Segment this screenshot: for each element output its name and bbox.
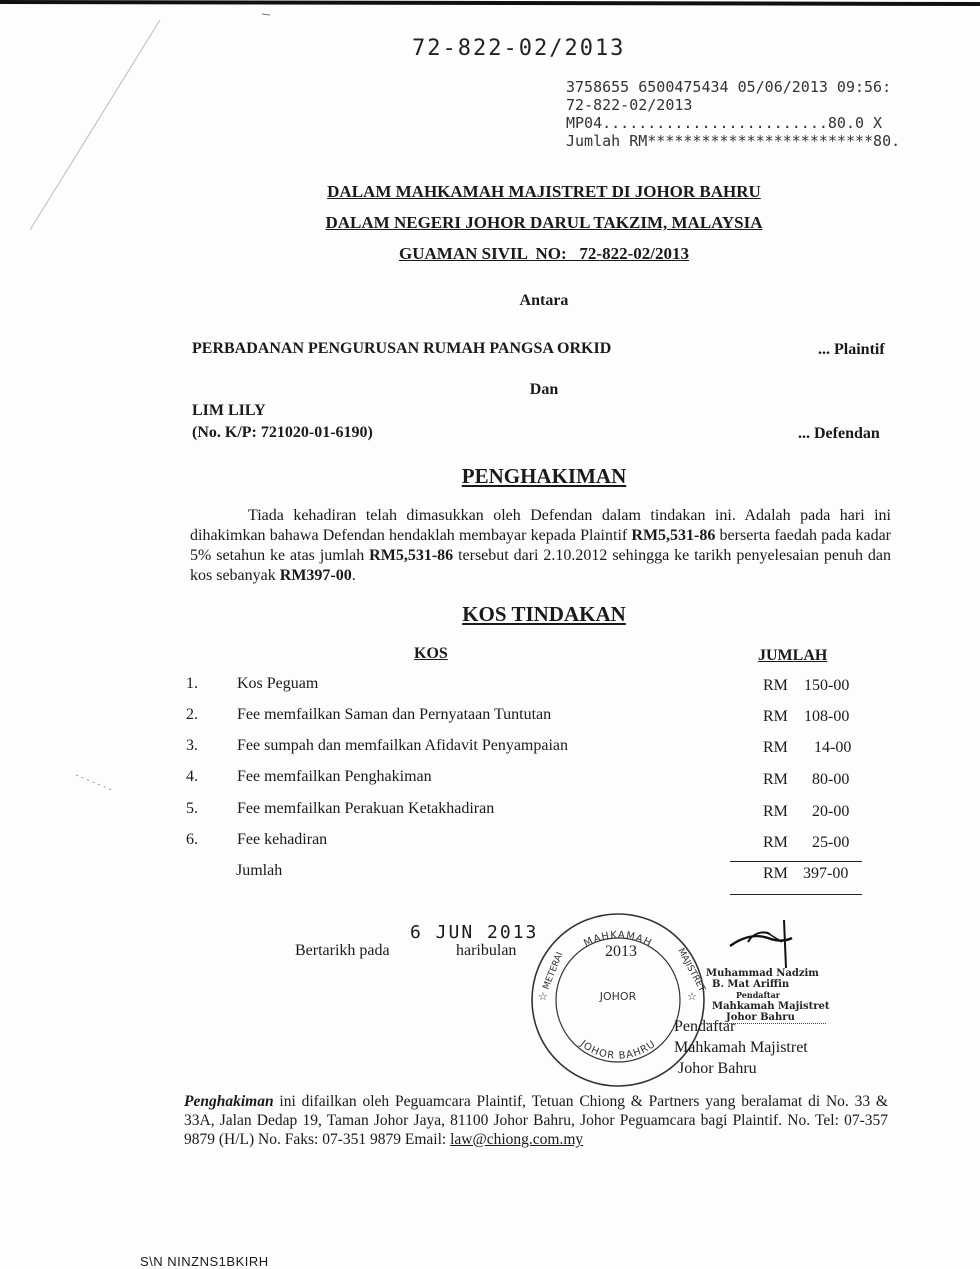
seal-left-text: METERAI <box>541 950 566 992</box>
antara-label: Antara <box>519 292 569 309</box>
cost-item-amount: 108-00 <box>804 708 850 725</box>
cost-item-amount: 80-00 <box>812 771 850 788</box>
defendant-name: LIM LILY <box>192 402 266 419</box>
bertarikh-label: Bertarikh pada <box>295 942 390 959</box>
cost-row <box>186 768 866 798</box>
stamp-line: B. Mat Ariffin <box>712 979 790 990</box>
seal-bottom-text: JOHOR BAHRU <box>577 1038 659 1062</box>
cost-item-description: Fee memfailkan Saman dan Pernyataan Tuntutan <box>237 706 552 723</box>
seal-star-left-icon: ☆ <box>538 990 548 1003</box>
court-state: DALAM NEGERI JOHOR DARUL TAKZIM, MALAYSIA <box>325 213 763 232</box>
seal-right-text: MAJISTRET <box>675 946 707 994</box>
cost-row <box>186 800 866 830</box>
seal-year: 2013 <box>605 943 637 960</box>
registrar-title: Pendaftar <box>674 1018 736 1035</box>
cost-item-amount: 150-00 <box>804 677 850 694</box>
costs-title: KOS TINDAKAN <box>462 602 626 626</box>
receipt-line: Jumlah RM*************************80. <box>566 132 901 150</box>
filed-by-paragraph <box>184 1092 888 1149</box>
filed-by-lead: Penghakiman <box>184 1093 274 1110</box>
email-link[interactable]: law@chiong.com.my <box>450 1131 584 1148</box>
cost-item-currency: RM <box>763 677 788 694</box>
receipt-line: 72-822-02/2013 <box>566 96 693 114</box>
judgment-cost-amount: RM397-00 <box>279 567 352 584</box>
court-name: DALAM MAHKAMAH MAJISTRET DI JOHOR BAHRU <box>327 182 761 201</box>
civil-suit-number: GUAMAN SIVIL NO: 72-822-02/2013 <box>399 244 689 263</box>
cost-item-number: 4. <box>186 768 198 785</box>
stamp-line: Pendaftar <box>736 990 781 1000</box>
filed-by-text: ini difailkan oleh Peguamcara Plaintif, Tetuan Chiong & Partners yang beralamat di No. 33 & 33A, Jalan Dedap 19, Taman Johor Jaya, 81100 Johor Bahru, Johor Peguamcara bagi Plaintif. No. Tel: 07-357 9879 (H/L) No. Faks: 07-351 9879 Email: <box>184 1093 888 1148</box>
cost-item-currency: RM <box>763 771 788 788</box>
registrar-signature <box>726 912 796 970</box>
cost-item-number: 2. <box>186 706 198 723</box>
registrar-court: Mahkamah Majistret <box>674 1039 808 1056</box>
judgment-text: tersebut dari 2.10.2012 sehingga ke tarikh penyelesaian penuh dan kos sebanyak <box>190 547 891 584</box>
receipt-line: MP04.........................80.0 X <box>566 114 883 132</box>
svg-text:JOHOR BAHRU <box>577 1038 658 1062</box>
seal-top-text: MAHKAMAH <box>582 929 654 950</box>
cost-item-description: Fee sumpah dan memfailkan Afidavit Penyampaian <box>237 737 569 754</box>
judgment-amount: RM5,531-86 <box>631 527 716 544</box>
cost-row <box>186 675 866 705</box>
cost-item-description: Fee kehadiran <box>237 831 328 848</box>
judgment-amount: RM5,531-86 <box>369 547 454 564</box>
seal-center-text: JOHOR <box>599 990 637 1003</box>
total-bottom-rule <box>730 894 862 895</box>
receipt-line: 3758655 6500475434 05/06/2013 09:56: <box>566 78 892 96</box>
total-label: Jumlah <box>236 862 283 879</box>
judgment-text: . <box>351 567 356 584</box>
cost-item-currency: RM <box>763 708 788 725</box>
stamp-line: Mahkamah Majistret <box>712 1001 830 1012</box>
cost-item-description: Kos Peguam <box>237 675 319 692</box>
serial-number: S\N NINZNS1BKIRH <box>140 1254 269 1269</box>
defendant-role: ... Defendan <box>798 425 880 442</box>
date-stamp: 6 JUN 2013 <box>410 922 539 943</box>
cost-item-currency: RM <box>763 834 788 851</box>
dan-label: Dan <box>529 381 559 398</box>
defendant-ic-number: (No. K/P: 721020-01-6190) <box>192 424 373 441</box>
judgment-paragraph <box>190 506 891 586</box>
total-top-rule <box>730 861 862 862</box>
plaintiff-role: ... Plaintif <box>818 341 885 358</box>
cost-row <box>186 706 866 736</box>
haribulan-label: haribulan <box>456 942 517 959</box>
judgment-title: PENGHAKIMAN <box>461 464 627 488</box>
seal-star-right-icon: ☆ <box>687 990 697 1003</box>
jumlah-column-header: JUMLAH <box>758 647 828 664</box>
total-amount: 397-00 <box>803 865 849 882</box>
cost-row <box>186 831 866 861</box>
cost-item-description: Fee memfailkan Penghakiman <box>237 768 432 785</box>
kos-column-header: KOS <box>414 645 448 662</box>
cost-item-number: 1. <box>186 675 198 692</box>
cost-item-number: 3. <box>186 737 198 754</box>
payment-receipt-print <box>566 78 900 150</box>
cost-item-currency: RM <box>763 803 788 820</box>
judgment-text: berserta faedah pada kadar 5% setahun ke atas jumlah <box>190 527 892 564</box>
cost-item-number: 5. <box>186 800 198 817</box>
cost-item-amount: 14-00 <box>814 739 852 756</box>
total-currency: RM <box>763 865 788 882</box>
judgment-text: Tiada kehadiran telah dimasukkan oleh Defendan dalam tindakan ini. Adalah pada hari ini dihakimkan bahawa Defendan hendaklah membayar kepada Plaintif <box>190 507 891 544</box>
cost-item-description: Fee memfailkan Perakuan Ketakhadiran <box>237 800 495 817</box>
cost-item-currency: RM <box>763 739 788 756</box>
cost-item-number: 6. <box>186 831 198 848</box>
stamp-line: Muhammad Nadzim <box>706 968 819 979</box>
registrar-block <box>674 1016 808 1079</box>
stamp-line: Johor Bahru <box>706 1012 826 1024</box>
plaintiff-name: PERBADANAN PENGURUSAN RUMAH PANGSA ORKID <box>192 340 612 357</box>
cost-item-amount: 20-00 <box>812 803 850 820</box>
cost-item-amount: 25-00 <box>812 834 850 851</box>
registrar-location: Johor Bahru <box>678 1060 757 1077</box>
file-number-header: 72-822-02/2013 <box>412 36 626 61</box>
cost-row <box>186 737 866 767</box>
